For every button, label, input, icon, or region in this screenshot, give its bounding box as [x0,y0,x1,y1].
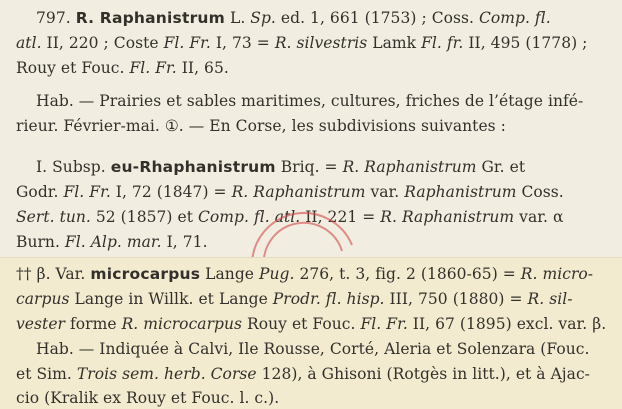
bottom-scan-panel [0,257,622,409]
variety-habitat-line-1: Hab. — Indiquée à Calvi, Ile Rousse, Corté, Aleria et Solenzara (Fouc. [36,340,590,358]
entry-797-line-2: atl. II, 220 ; Coste Fl. Fr. I, 73 = R. silvestris Lamk Fl. fr. II, 495 (1778) ; [16,34,588,52]
variety-line-3: vester forme R. microcarpus Rouy et Fouc. Fl. Fr. II, 67 (1895) excl. var. β. [16,315,607,333]
variety-line-2: carpus Lange in Willk. et Lange Prodr. fl. hisp. III, 750 (1880) = R. sil- [16,290,573,308]
habitat-line-2: rieur. Février-mai. ①. — En Corse, les subdivisions suivantes : [16,117,506,135]
variety-habitat-line-3: cio (Kralik ex Rouy et Fouc. l. c.). [16,389,280,407]
variety-habitat-line-2: et Sim. Trois sem. herb. Corse 128), à Ghisoni (Rotgès in litt.), et à Ajac- [16,365,590,383]
subsp-line-4: Burn. Fl. Alp. mar. I, 71. [16,233,208,251]
subsp-line-2: Godr. Fl. Fr. I, 72 (1847) = R. Raphanistrum var. Raphanistrum Coss. [16,183,564,201]
subsp-line-1: I. Subsp. eu-Rhaphanistrum Briq. = R. Raphanistrum Gr. et [36,158,526,176]
subsp-line-3: Sert. tun. 52 (1857) et Comp. fl. atl. II, 221 = R. Raphanistrum var. α [16,208,564,226]
entry-797-line-1: 797. R. Raphanistrum L. Sp. ed. 1, 661 (1753) ; Coss. Comp. fl. [36,9,551,27]
variety-line-1: †† β. Var. microcarpus Lange Pug. 276, t. 3, fig. 2 (1860-65) = R. micro- [16,265,594,283]
habitat-line-1: Hab. — Prairies et sables maritimes, cultures, friches de l’étage infé- [36,92,584,110]
entry-797-line-3: Rouy et Fouc. Fl. Fr. II, 65. [16,59,229,77]
